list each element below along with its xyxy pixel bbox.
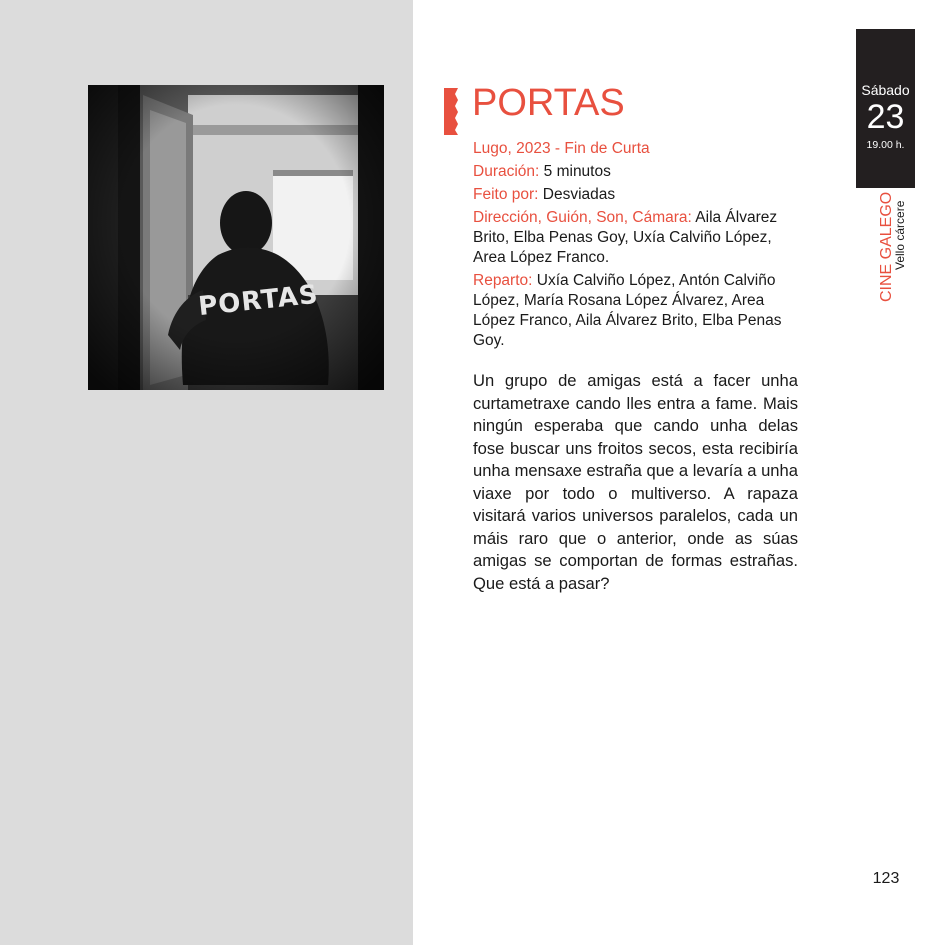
direction-label: Dirección, Guión, Son, Cámara:: [473, 209, 692, 226]
date-box: [856, 29, 915, 188]
screening-time: 19.00 h.: [866, 139, 905, 151]
venue-label: Vello cárcere: [893, 200, 907, 270]
duration-value: 5 minutos: [543, 163, 611, 180]
day-number: 23: [866, 98, 905, 136]
duration-label: Duración:: [473, 163, 540, 180]
cast-value: Uxía Calviño López, Antón Calviño López, María Rosana López Álvarez, Area López Franco, Aila Álvarez Brito, Elba Penas Goy.: [473, 272, 782, 349]
direction-value: Aila Álvarez Brito, Elba Penas Goy, Uxía Calviño López, Area López Franco.: [473, 209, 778, 266]
category-label: CINE GALEGO: [878, 191, 895, 302]
film-synopsis: Un grupo de amigas está a facer unha curtametraxe cando lles entra a fame. Mais ningún esperaba que cando unha delas fose buscar uns froitos secos, esta recibiría unha mensaxe estraña que a levaría a unha viaxe por todo o multiverso. A rapaza visitará varios universos paralelos, cada un máis raro que o anterior, onde as súas amigas se comportan de formas estrañas. Que está a pasar?: [473, 371, 798, 593]
film-still-image: [88, 85, 384, 390]
direction-line: [473, 208, 803, 268]
film-title: PORTAS: [472, 82, 625, 124]
film-credits: [473, 139, 803, 354]
page-number: 123: [872, 870, 900, 887]
duration-line: [473, 162, 803, 182]
made-by-line: [473, 185, 803, 205]
weekday: Sábado: [861, 82, 910, 98]
origin-text: Lugo, 2023 - Fin de Curta: [473, 140, 650, 157]
made-by-value: Desviadas: [542, 186, 616, 203]
cast-label: Reparto:: [473, 272, 533, 289]
origin-line: [473, 139, 803, 159]
cast-line: [473, 271, 803, 351]
title-accent-marker: [444, 88, 458, 135]
made-by-label: Feito por:: [473, 186, 539, 203]
